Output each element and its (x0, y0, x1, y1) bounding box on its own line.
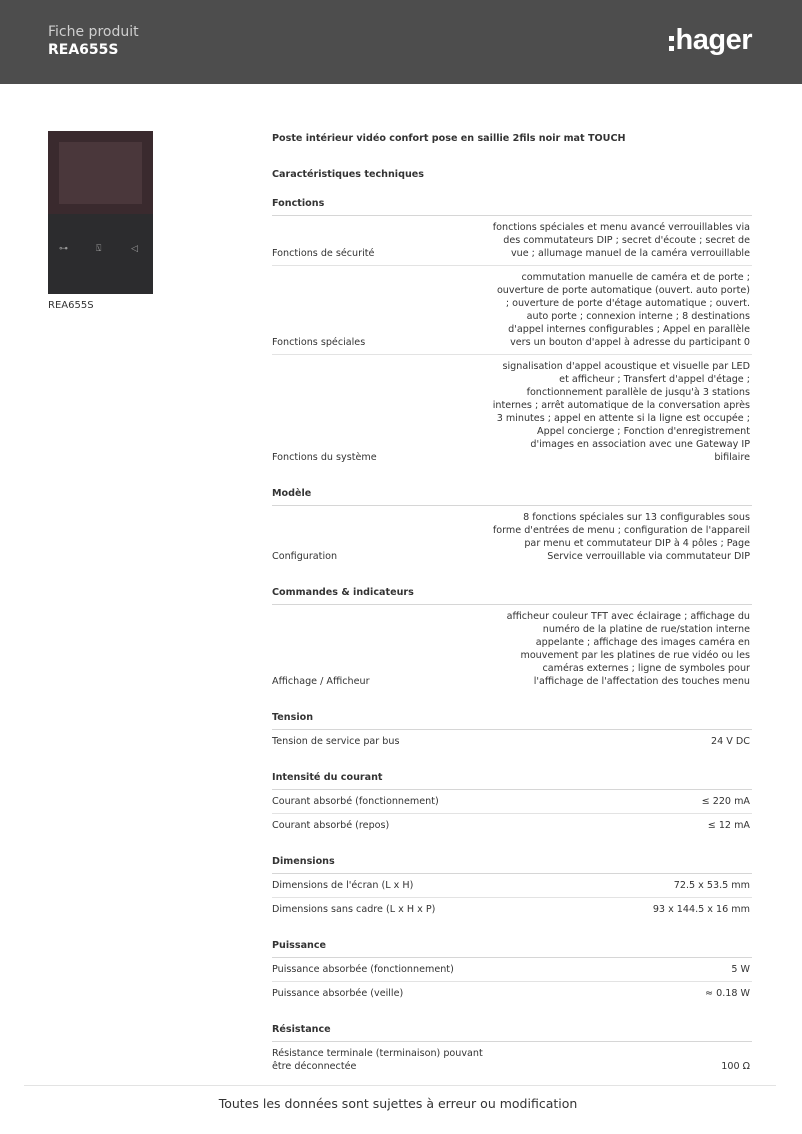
spec-value: signalisation d'appel acoustique et visuelle par LED et afficheur ; Transfert d'appel d'étage ; fonctionnement parallèle de jusqu'à 3 stations internes ; arrêt automatique de la conversation après 3 minutes ; appel en attente si la ligne est occupée ; Appel concierge ; Fonction d'enregistrement d'images en association avec une Gateway IP bifilaire (492, 361, 750, 463)
spec-value: fonctions spéciales et menu avancé verrouillables via des commutateurs DIP ; secret d'écoute ; secret de vue ; allumage manuel de la caméra verrouillable (492, 222, 750, 259)
section-title: Intensité du courant (272, 772, 752, 790)
spec-row (272, 605, 752, 693)
spec-row (272, 790, 752, 814)
spec-value: 72.5 x 53.5 mm (673, 880, 750, 891)
spec-value: 93 x 144.5 x 16 mm (652, 904, 750, 915)
product-screen (59, 142, 142, 204)
footer-disclaimer: Toutes les données sont sujettes à erreur ou modification (218, 1096, 578, 1111)
spec-label: Configuration (272, 551, 338, 562)
spec-section (272, 1024, 752, 1078)
footer-divider (24, 1085, 776, 1086)
section-title: Commandes & indicateurs (272, 587, 752, 605)
section-title: Tension (272, 712, 752, 730)
spec-value: 100 Ω (721, 1061, 750, 1072)
spec-label: Fonctions spéciales (272, 337, 366, 348)
key-icon: ⊶ (59, 244, 68, 254)
bell-icon: ⍂ (96, 244, 102, 254)
section-title: Modèle (272, 488, 752, 506)
spec-section (272, 198, 752, 469)
hager-logo (669, 22, 752, 58)
spec-row (272, 216, 752, 266)
spec-label: Puissance absorbée (fonctionnement) (272, 964, 454, 975)
spec-value: 8 fonctions spéciales sur 13 configurables sous forme d'entrées de menu ; configuration de l'appareil par menu et commutateur DIP à 4 pôles ; Page Service verrouillable via commutateur DIP (492, 512, 750, 562)
speaker-icon: ◁ (131, 244, 138, 254)
header-subtitle: Fiche produit (48, 24, 139, 40)
section-title: Résistance (272, 1024, 752, 1042)
spec-label: Tension de service par bus (272, 736, 400, 747)
spec-section (272, 940, 752, 1005)
product-title: Poste intérieur vidéo confort pose en saillie 2fils noir mat TOUCH (272, 133, 626, 144)
spec-value: afficheur couleur TFT avec éclairage ; affichage du numéro de la platine de rue/station interne appelante ; affichage des images caméra en mouvement par les platines de rue vidéo ou les caméras externes ; ligne de symboles pour l'affichage de l'affectation des touches menu (506, 611, 750, 687)
product-image-caption: REA655S (48, 300, 94, 311)
spec-section (272, 488, 752, 568)
product-screen-frame (48, 131, 153, 214)
spec-section (272, 712, 752, 753)
spec-value: 24 V DC (711, 736, 750, 747)
tech-title: Caractéristiques techniques (272, 169, 425, 180)
spec-row (272, 982, 752, 1005)
section-title: Puissance (272, 940, 752, 958)
section-title: Dimensions (272, 856, 752, 874)
header-reference: REA655S (48, 42, 119, 58)
spec-value: ≤ 220 mA (701, 796, 750, 807)
spec-sections (272, 198, 752, 1078)
spec-label: Dimensions sans cadre (L x H x P) (272, 904, 436, 915)
spec-label: Courant absorbé (repos) (272, 820, 390, 831)
spec-section (272, 856, 752, 921)
spec-label: Fonctions de sécurité (272, 248, 375, 259)
product-image (48, 131, 153, 294)
spec-label: Puissance absorbée (veille) (272, 988, 404, 999)
spec-row (272, 355, 752, 469)
spec-row (272, 1042, 752, 1078)
spec-label: Affichage / Afficheur (272, 676, 370, 687)
spec-section (272, 587, 752, 693)
spec-value: ≈ 0.18 W (705, 988, 750, 999)
spec-value: 5 W (731, 964, 750, 975)
spec-row (272, 730, 752, 753)
spec-row (272, 266, 752, 355)
spec-value: commutation manuelle de caméra et de porte ; ouverture de porte automatique (ouvert. auto porte) ; ouverture de porte d'étage automatique ; ouvert. auto porte ; connexion interne ; 8 destinations d'appel internes configurables ; Appel en parallèle vers un bouton d'appel à adresse du participant 0 (496, 272, 750, 348)
spec-row (272, 898, 752, 921)
spec-section (272, 772, 752, 837)
spec-row (272, 874, 752, 898)
logo-text: hager (675, 23, 752, 56)
logo-dots-icon (669, 36, 674, 51)
spec-label: Fonctions du système (272, 452, 377, 463)
spec-value: ≤ 12 mA (707, 820, 750, 831)
spec-row (272, 506, 752, 568)
product-details (272, 133, 752, 1078)
spec-label: Dimensions de l'écran (L x H) (272, 880, 414, 891)
spec-row (272, 958, 752, 982)
spec-label: Courant absorbé (fonctionnement) (272, 796, 439, 807)
section-title: Fonctions (272, 198, 752, 216)
spec-label: Résistance terminale (terminaison) pouvant être déconnectée (272, 1048, 483, 1072)
spec-row (272, 814, 752, 837)
page-header (0, 0, 802, 84)
